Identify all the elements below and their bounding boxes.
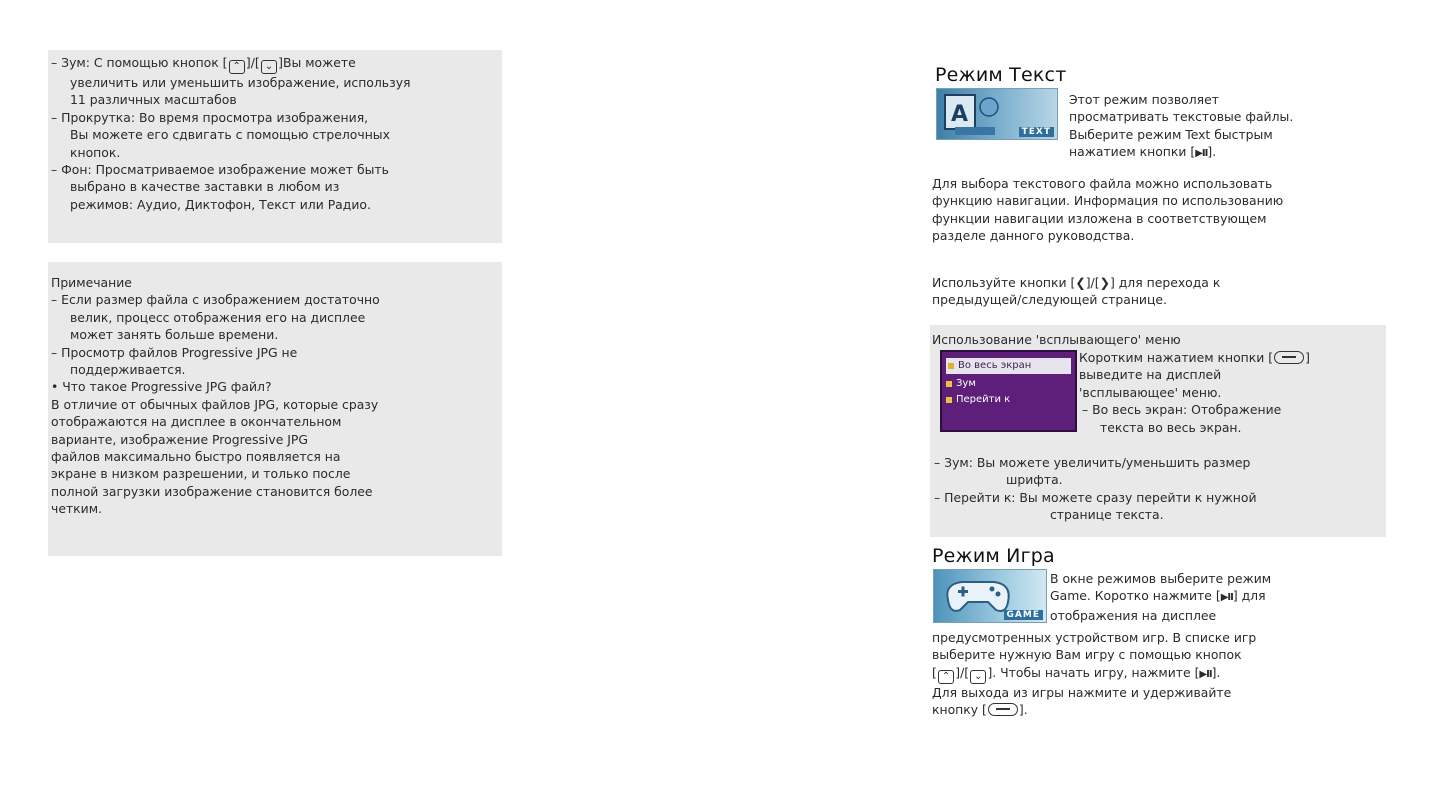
text-line: 'всплывающее' меню. xyxy=(1079,384,1222,400)
text-line: – Зум: Вы можете увеличить/уменьшить размер xyxy=(934,455,1251,470)
text-line: полной загрузки изображение становится более xyxy=(51,483,373,499)
text-line: увеличить или уменьшить изображение, используя xyxy=(70,75,411,90)
text-line: отображаются на дисплее в окончательном xyxy=(51,414,342,430)
text-mode-intro xyxy=(1069,91,1293,163)
text-line: Коротким нажатием кнопки [ ] xyxy=(1079,350,1310,365)
text-line: – Во весь экран: Отображение xyxy=(1082,402,1282,418)
text-line: Вы можете его сдвигать с помощью стрелочных xyxy=(70,127,390,143)
text-line: текста во весь экран. xyxy=(1100,419,1242,435)
text-line: экране в низком разрешении, и только после xyxy=(51,466,351,482)
text-line: предыдущей/следующей странице. xyxy=(932,292,1167,308)
game-mode-text xyxy=(932,629,1256,719)
down-arrow-icon: ⌄ xyxy=(970,670,986,684)
popup-menu-heading: Использование 'всплывающего' меню xyxy=(932,332,1181,347)
play-pause-icon: ▶II xyxy=(1199,668,1212,680)
text-line: [ ⌃ ]/[ ⌄ ]. Чтобы начать игру, нажмите [▶II]. xyxy=(932,664,1221,682)
text-line: нажатием кнопки [▶II]. xyxy=(1069,144,1217,160)
menu-button-icon xyxy=(988,703,1018,716)
note-heading: Примечание xyxy=(51,275,132,290)
text-mode-label: TEXT xyxy=(1019,127,1054,137)
text-line: Для выхода из игры нажмите и удерживайте xyxy=(932,684,1232,700)
text-line: поддерживается. xyxy=(70,362,186,378)
text-line: выведите на дисплей xyxy=(1079,367,1222,383)
play-pause-icon: ▶II xyxy=(1220,592,1233,604)
text-line: отображения на дисплее xyxy=(1050,607,1217,623)
game-mode-label: GAME xyxy=(1004,610,1043,620)
popup-menu-illustration xyxy=(940,350,1077,432)
text-line: разделе данного руководства. xyxy=(932,228,1135,244)
text-line: функции навигации изложена в соответствующем xyxy=(932,210,1267,226)
note-text xyxy=(51,274,380,518)
game-mode-illustration xyxy=(933,569,1047,623)
text-line: варианте, изображение Progressive JPG xyxy=(51,431,308,447)
text-line: Этот режим позволяет xyxy=(1069,92,1219,107)
text-mode-illustration xyxy=(936,88,1058,140)
right-arrow-icon: ❯ xyxy=(1099,275,1110,290)
text-line: Game. Коротко нажмите [▶II] для xyxy=(1050,588,1266,604)
zoom-scroll-text xyxy=(51,54,411,213)
text-line: Выберите режим Text быстрым xyxy=(1069,126,1273,142)
left-arrow-icon: ❮ xyxy=(1075,275,1086,290)
popup-item-goto: Перейти к xyxy=(942,392,1075,408)
text-line: – Фон: Просматриваемое изображение может быть xyxy=(51,162,389,178)
text-line: кнопку [ ]. xyxy=(932,702,1028,718)
game-mode-intro xyxy=(1050,570,1271,624)
popup-item-zoom: Зум xyxy=(942,376,1075,392)
text-line: странице текста. xyxy=(1050,507,1164,523)
text-line: выбрано в качестве заставки в любом из xyxy=(70,179,340,195)
popup-menu-text xyxy=(1079,349,1310,436)
text-line: Для выбора текстового файла можно использовать xyxy=(932,176,1273,191)
text-line: режимов: Аудио, Диктофон, Текст или Радио. xyxy=(70,196,371,212)
text-mode-page-navigation xyxy=(932,274,1220,309)
text-line: может занять больше времени. xyxy=(70,327,279,343)
text-line: В отличие от обычных файлов JPG, которые сразу xyxy=(51,396,379,412)
text-line: В окне режимов выберите режим xyxy=(1050,571,1272,586)
menu-button-icon xyxy=(1274,351,1304,364)
text-line: – Прокрутка: Во время просмотра изображения, xyxy=(51,109,369,125)
play-pause-icon: ▶II xyxy=(1195,148,1208,160)
down-arrow-icon: ⌄ xyxy=(261,60,277,74)
up-arrow-icon: ⌃ xyxy=(229,60,245,74)
popup-menu-descriptions xyxy=(934,454,1257,524)
text-line: 11 различных масштабов xyxy=(70,92,237,108)
text-mode-title: Режим Текст xyxy=(935,64,1067,86)
text-line: • Что такое Progressive JPG файл? xyxy=(51,379,272,395)
up-arrow-icon: ⌃ xyxy=(938,670,954,684)
text-line: – Если размер файла с изображением достаточно xyxy=(51,292,380,308)
text-line: файлов максимально быстро появляется на xyxy=(51,449,341,465)
text-line: – Просмотр файлов Progressive JPG не xyxy=(51,344,298,360)
text-line: выберите нужную Вам игру с помощью кнопок xyxy=(932,647,1242,663)
text-line: велик, процесс отображения его на дисплее xyxy=(70,309,366,325)
text-line: четким. xyxy=(51,501,102,517)
svg-text:A: A xyxy=(951,102,969,127)
text-line: кнопок. xyxy=(70,144,121,160)
game-mode-title: Режим Игра xyxy=(932,545,1055,567)
text-line: – Перейти к: Вы можете сразу перейти к нужной xyxy=(934,489,1257,505)
text-line: предусмотренных устройством игр. В списке игр xyxy=(932,630,1257,645)
text-mode-navigation xyxy=(932,175,1283,245)
text-line: – Зум: С помощью кнопок [ ⌃ ]/[ ⌄ ]Вы можете xyxy=(51,55,356,72)
text-line: функцию навигации. Информация по использованию xyxy=(932,193,1284,209)
text-line: шрифта. xyxy=(1006,472,1063,488)
text-line: Используйте кнопки [❮]/[❯] для перехода к xyxy=(932,275,1221,290)
text-line: просматривать текстовые файлы. xyxy=(1069,109,1294,125)
popup-item-fullscreen: Во весь экран xyxy=(946,358,1071,374)
